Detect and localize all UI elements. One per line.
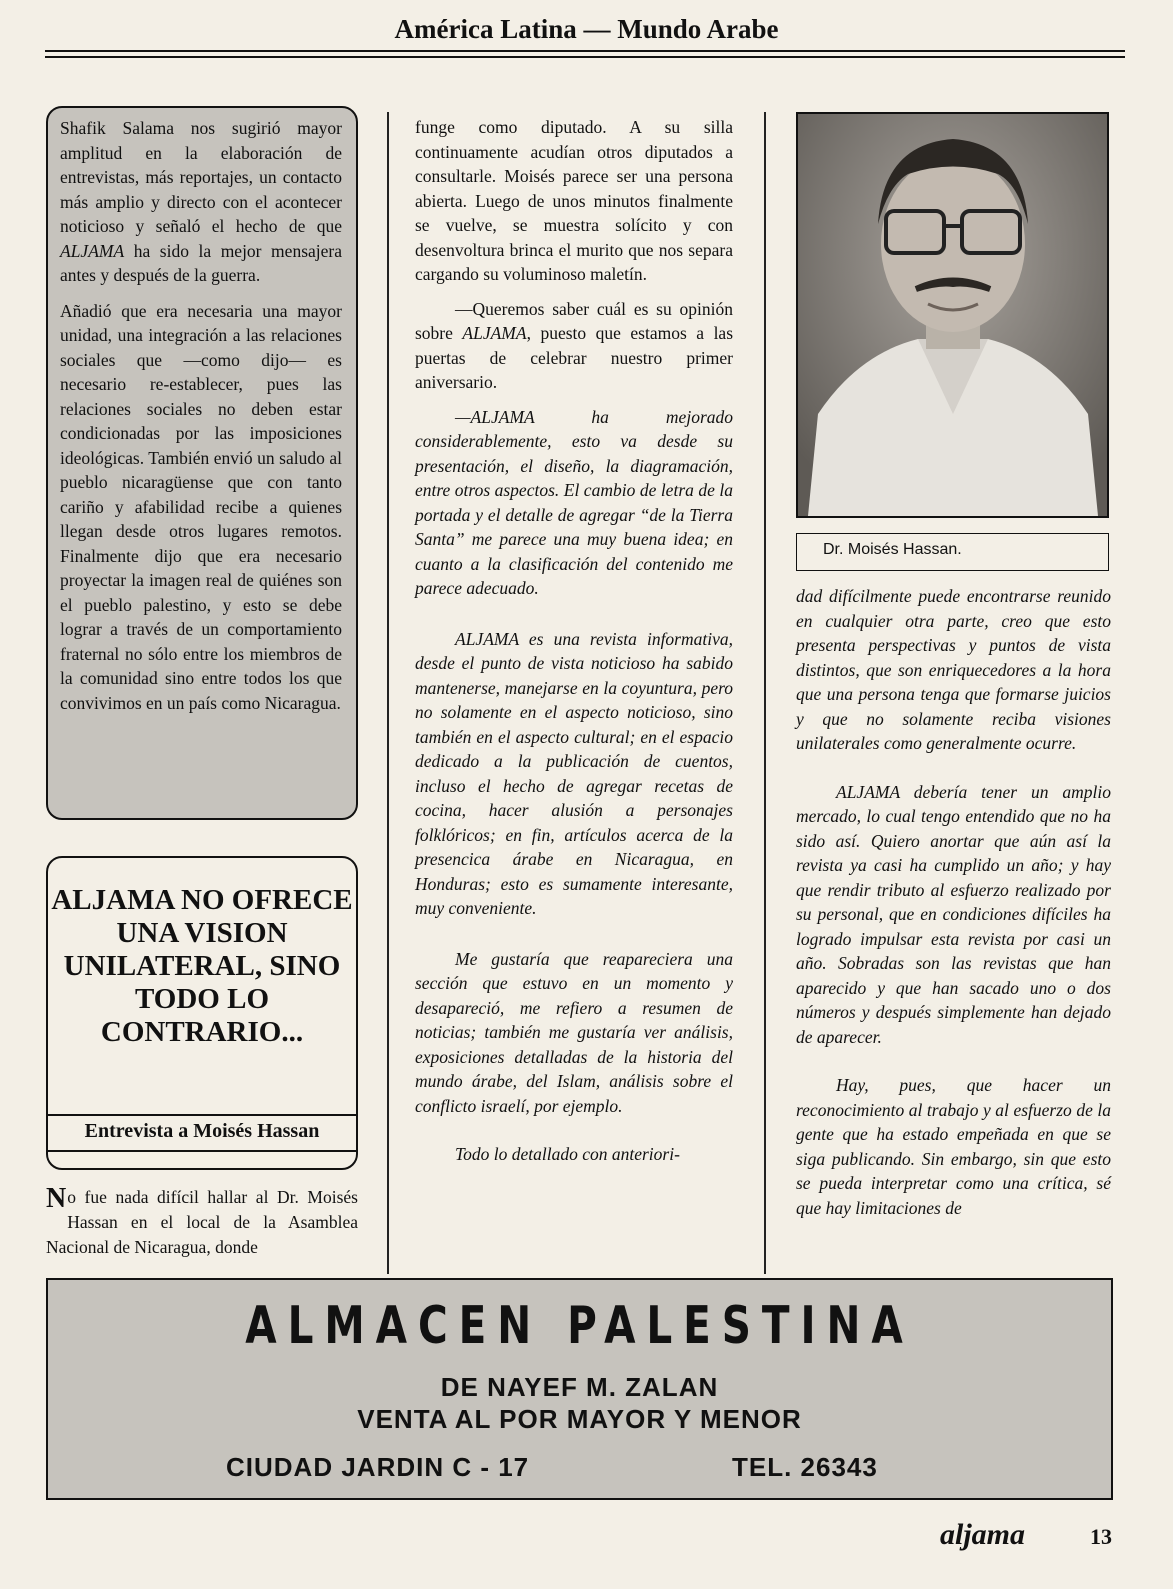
sidebar-gray-box [46,106,358,820]
portrait-photo [796,112,1109,518]
portrait-illustration [798,114,1107,516]
header-rule-bottom [45,56,1125,58]
col3-paragraph-1: dad difícilmente puede encontrarse reunido en cualquier otra parte, creo que esto presenta perspectivas y puntos de vista distintos, que son enriquecedores a la hora que una persona tenga que formarse juicios y que no solamente reciba visiones unilaterales como generalmente ocurre. [796,586,1111,753]
photo-caption: Dr. Moisés Hassan. [796,533,1109,571]
ad-tagline: VENTA AL POR MAYOR Y MENOR [357,1404,802,1434]
article-column-middle [415,115,733,1167]
lead-paragraph: No fue nada difícil hallar al Dr. Moisés Hassan en el local de la Asamblea Nacional de Nicaragua, donde [46,1183,358,1257]
sidebar-paragraph-2: Añadió que era necesaria una mayor unidad, una integración a las relaciones sociales que —como dijo— es necesario re-establecer, pues las relaciones sociales no deben estar condicionadas por las imposiciones ideológicas. También envió un saludo al pueblo nicaragüense que con tanto cariño y afabilidad recibe a quienes llegan desde otros lugares remotos. Finalmente dijo que era necesario proyectar la imagen real de quiénes son el pueblo palestino, y esto se debe lograr a través de un comportamiento fraternal no sólo entre los miembros de la comunidad sino entre todos los que convivimos en un país como Nicaragua. [60,300,342,713]
advertisement-box [46,1278,1113,1500]
column-divider-right [764,112,766,1274]
col3-paragraph-2: ALJAMA debería tener un amplio mercado, lo cual tengo entendido que no ha sido así. Quiero anortar que aún así la revista ya casi ha cumplido un año; y hay que rendir tributo al esfuerzo realizado por su personal, que en condiciones difíciles ha logrado impulsar esta revista por casi un año. Sobradas son las revistas que han aparecido y que han sacado uno o dos números y después simplemente han dejado de aparecer. [796,781,1111,1047]
col2-paragraph-3: —ALJAMA ha mejorado considerablemente, esto va desde su presentación, el diseño, la diagramación, entre otros aspectos. El cambio de letra de la portada y el detalle de agregar “de la Tierra Santa” me parece una muy buena idea; en cuanto a la clasificación del contenido me parece adecuado. [415,406,733,598]
page-number: 13 [1090,1524,1112,1549]
aljama-name: ALJAMA [60,240,125,261]
ad-address: CIUDAD JARDIN C - 17 [226,1452,530,1482]
sidebar-paragraph-1: Shafik Salama nos sugirió mayor amplitud en la elaboración de entrevistas, más reportajes, un contacto más amplio y directo con el acontecer noticioso y señaló el hecho de que ALJAMA ha sido la mejor mensajera antes y después de la guerra. [60,118,342,285]
column-divider-left [387,112,389,1274]
callout-rule-bottom [48,1150,356,1152]
callout-headline: ALJAMA NO OFRECE UNA VISION UNILATERAL, SINO TODO LO CONTRARIO... [51,884,353,1048]
article-column-right [796,584,1111,1220]
ad-phone: TEL. 26343 [732,1452,878,1482]
ad-owner: DE NAYEF M. ZALAN [440,1372,719,1402]
footer-logo: aljama [940,1518,1026,1551]
col2-paragraph-2: —Queremos saber cuál es su opinión sobre ALJAMA, puesto que estamos a las puertas de celebrar nuestro primer aniversario. [415,298,734,392]
ad-store-name: ALMACEN PALESTINA [245,1296,914,1356]
callout-rule-top [48,1114,356,1116]
headline-callout-box [46,856,358,1170]
col3-paragraph-3: Hay, pues, que hacer un reconocimiento al trabajo y al esfuerzo de la gente que ha estado empeñada en que se siga publicando. Sin embargo, sin que esto se pueda interpretar como una crítica, sé que hay limitaciones de [796,1075,1111,1218]
header-rule-top [45,50,1125,52]
drop-cap: N [46,1183,67,1214]
callout-subtitle: Entrevista a Moisés Hassan [84,1120,320,1142]
running-header: América Latina — Mundo Arabe [394,14,779,44]
col2-paragraph-4: ALJAMA es una revista informativa, desde el punto de vista noticioso ha sabido mantenerse, manejarse en la coyuntura, pero no solamente en el aspecto noticioso, sino también en el aspecto cultural; en el espacio dedicado a la publicación de cuentos, incluso el hecho de agregar recetas de cocina, hacer alusión a personajes folklóricos; en fin, artículos acerca de la presencica árabe en Nicaragua, en Honduras; esto es sumamente interesante, muy conveniente. [415,628,733,918]
col2-paragraph-6: Todo lo detallado con anteriori- [455,1144,680,1164]
col2-paragraph-1: funge como diputado. A su silla continuamente acudían otros diputados a consultarle. Moisés parece ser una persona abierta. Luego de unos minutos finalmente se vuelve, se muestra solícito y con desenvoltura brinca el murito que nos separa cargando su voluminoso maletín. [415,117,733,284]
col2-paragraph-5: Me gustaría que reapareciera una sección que estuvo en un momento y desapareció, me refiero a resumen de noticias; también me gustaría ver análisis, exposiciones detalladas de la historia del mundo árabe, del Islam, análisis sobre el conflicto israelí, por ejemplo. [415,948,733,1116]
